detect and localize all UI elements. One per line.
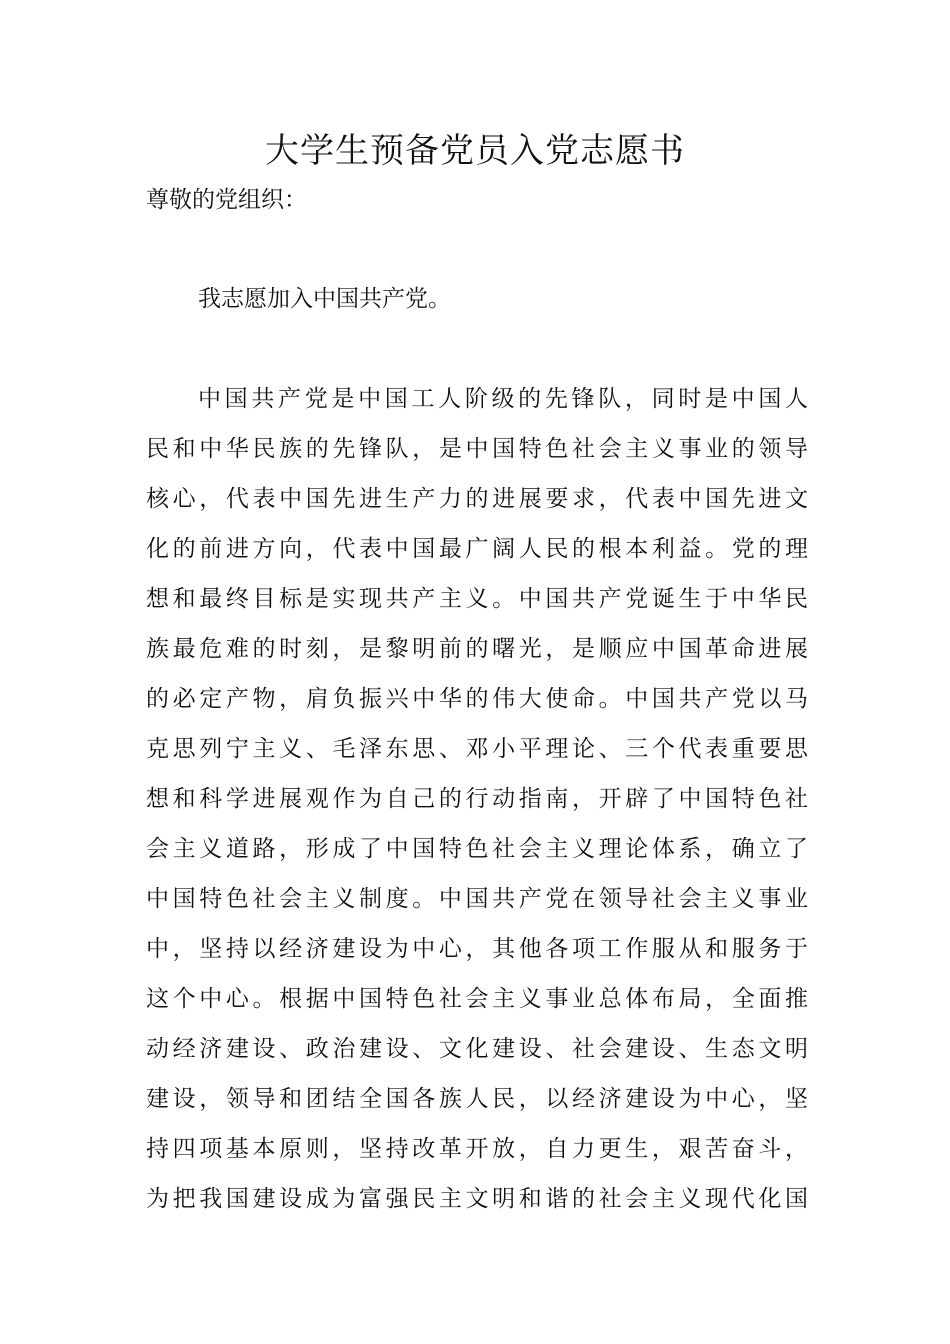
paragraph-line: 想和最终目标是实现共产主义。中国共产党诞生于中华民 (146, 586, 808, 612)
paragraph-line: 民和中华民族的先锋队，是中国特色社会主义事业的领导 (146, 436, 808, 462)
paragraph-line: 化的前进方向，代表中国最广阔人民的根本利益。党的理 (146, 536, 808, 562)
paragraph-line: 建设，领导和团结全国各族人民，以经济建设为中心，坚 (146, 1086, 808, 1112)
paragraph-line: 为把我国建设成为富强民主文明和谐的社会主义现代化国 (146, 1186, 808, 1212)
paragraph-line: 我志愿加入中国共产党。 (198, 286, 451, 312)
paragraph-line: 的必定产物，肩负振兴中华的伟大使命。中国共产党以马 (146, 686, 808, 712)
paragraph-party-description (146, 374, 808, 1224)
paragraph-line: 族最危难的时刻，是黎明前的曙光，是顺应中国革命进展 (146, 636, 808, 662)
paragraph-line: 这个中心。根据中国特色社会主义事业总体布局，全面推 (146, 986, 808, 1012)
paragraph-line: 中国共产党是中国工人阶级的先锋队，同时是中国人 (198, 386, 808, 412)
document-title: 大学生预备党员入党志愿书 (265, 131, 685, 171)
paragraph-line: 中，坚持以经济建设为中心，其他各项工作服从和服务于 (146, 936, 808, 962)
paragraph-line: 核心，代表中国先进生产力的进展要求，代表中国先进文 (146, 486, 808, 512)
salutation: 尊敬的党组织： (146, 187, 307, 213)
paragraph-line: 会主义道路，形成了中国特色社会主义理论体系，确立了 (146, 836, 808, 862)
paragraph-line: 克思列宁主义、毛泽东思、邓小平理论、三个代表重要思 (146, 736, 808, 762)
paragraph-line: 动经济建设、政治建设、文化建设、社会建设、生态文明 (146, 1036, 808, 1062)
paragraph-line: 持四项基本原则，坚持改革开放，自力更生，艰苦奋斗， (146, 1136, 808, 1162)
paragraph-line: 中国特色社会主义制度。中国共产党在领导社会主义事业 (146, 886, 808, 912)
paragraph-line: 想和科学进展观作为自己的行动指南，开辟了中国特色社 (146, 786, 808, 812)
paragraph-declaration (146, 274, 808, 324)
